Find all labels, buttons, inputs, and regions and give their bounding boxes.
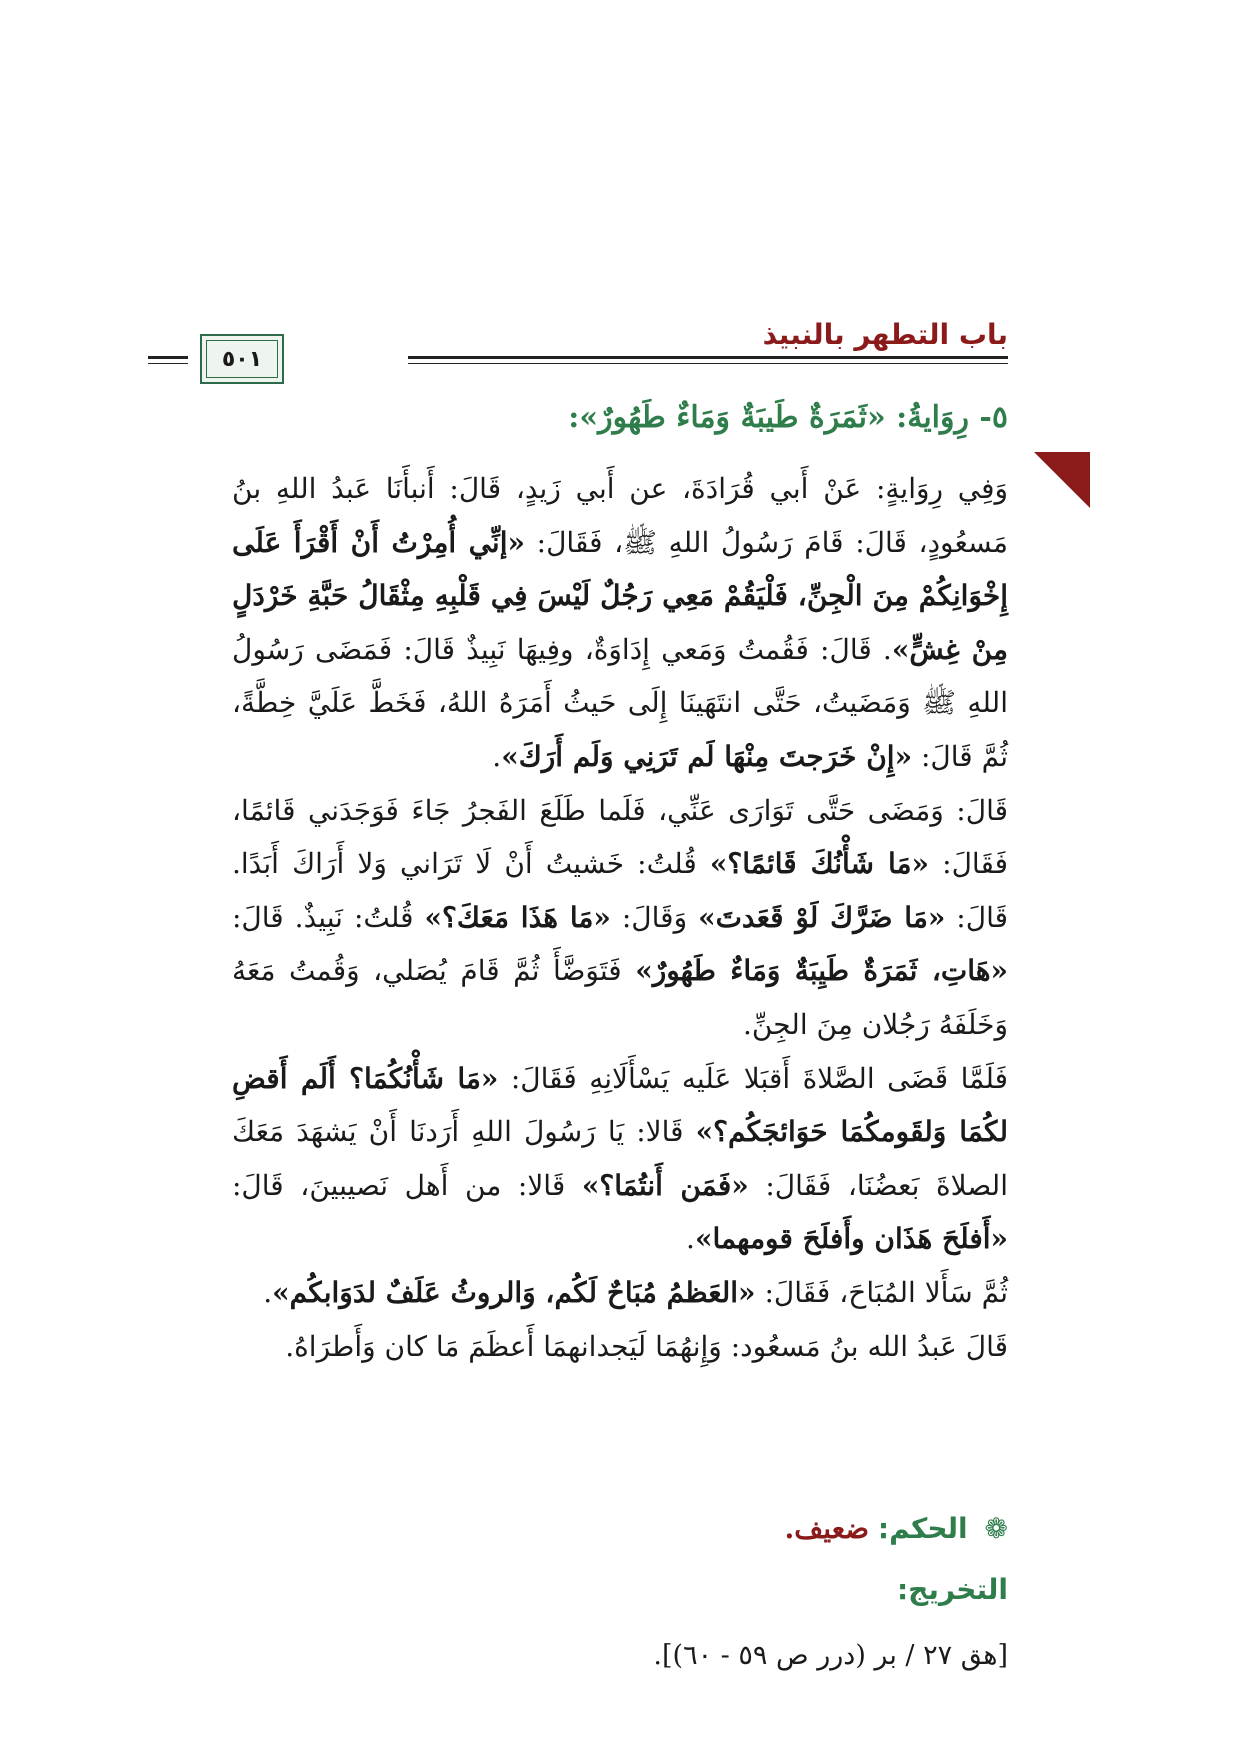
page-header: [148, 318, 1008, 378]
header-rule-left: [148, 356, 188, 359]
takhrij-label: التخريج:: [896, 1573, 1008, 1606]
prophetic-quote: «إنِّي أُمِرْتُ أَنْ أَقْرَأَ عَلَى إِخْوَانِكُمْ مِنَ الْجِنِّ، فَلْيَقُمْ مَعِي رَجُلٌ لَيْسَ فِي قَلْبِهِ مِثْقَالُ حَبَّةِ خَرْدَلٍ مِنْ غِشٍّ»: [232, 525, 1008, 666]
text-span: .: [686, 1222, 695, 1256]
paragraph-2: [232, 784, 1008, 1052]
prophetic-quote: «هَاتِ، ثَمَرَةٌ طَيِبَةٌ وَمَاءٌ طَهُورٌ»: [635, 954, 1009, 988]
text-span: قُلتُ: خَشيتُ أَنْ لَا تَرَاني وَلا أَرَاكَ أَبَدًا. قَالَ:: [232, 847, 1008, 934]
section-heading: ٥- رِوَايةُ: «ثَمَرَةٌ طَيبَةٌ وَمَاءٌ طَهُورٌ»:: [568, 400, 1008, 435]
takhrij-reference: [هق ٢٧ / بر (درر ص ٥٩ - ٦٠)].: [653, 1640, 1008, 1671]
paragraph-3: [232, 1052, 1008, 1266]
text-span: قَالا: يَا رَسُولَ اللهِ أَرَدنَا أَنْ يَشهَدَ مَعَكَ الصلاةَ بَعضُنَا، فَقَالَ:: [232, 1115, 1008, 1202]
text-span: فَتَوَضَّأَ ثُمَّ قَامَ يُصَلي، وَقُمتُ مَعَهُ وَخَلَفَهُ رَجُلان مِنَ الجِنِّ.: [232, 954, 1008, 1041]
header-rule-thin: [408, 363, 1008, 364]
page-number: ٥٠١: [221, 346, 263, 372]
paragraph-1: [232, 462, 1008, 784]
text-span: وَقَالَ:: [610, 900, 699, 934]
ruling-value: ضعيف.: [784, 1512, 869, 1545]
prophetic-quote: «مَا شَأْنُكَ قَائمًا؟»: [709, 847, 930, 881]
prophetic-quote: «مَا ضَرَّكَ لَوْ قَعَدتَ»: [698, 900, 946, 934]
text-span: .: [492, 739, 502, 773]
text-span: .: [263, 1275, 273, 1309]
prophetic-quote: «إِنْ خَرَجتَ مِنْهَا لَم تَرَنِي وَلَم أَرَكَ»: [501, 739, 913, 773]
prophetic-quote: «مَا شَأْنُكُمَا؟ أَلَم أَقضِ لكُمَا وَلقَومكُمَا حَوَائجَكُم؟»: [232, 1061, 1008, 1149]
header-rule: [408, 356, 1008, 359]
text-span: . قَالَ: فَقُمتُ وَمَعي إِدَاوَةٌ، وفِيهَا نَبِيذٌ قَالَ: فَمَضَى رَسُولُ اللهِ ﷺ وَمَضَيتُ، حَتَّى انتَهَينَا إِلَى حَيثُ أَمَرَهُ اللهُ، فَخَطَّ عَلَيَّ خِطَّةً، ثُمَّ قَالَ:: [232, 632, 1008, 773]
text-span: قُلتُ: نَبِيذٌ. قَالَ:: [232, 900, 425, 934]
ruling-line: [785, 1512, 1008, 1545]
flower-icon: ❁: [984, 1512, 1008, 1545]
text-span: قَالا: من أَهل نَصيبينَ، قَالَ:: [232, 1168, 582, 1202]
text-span: فَلَمَّا قَضَى الصَّلاةَ أَقبَلا عَلَيه يَسْأَلَانِهِ فَقَالَ:: [498, 1061, 1008, 1095]
prophetic-quote: «فَمَن أَنتُمَا؟»: [581, 1168, 749, 1202]
prophetic-quote: «أَفلَحَ هَذَان وأَفلَحَ قومهما»: [694, 1222, 1008, 1256]
paragraph-4: [232, 1266, 1008, 1320]
hadith-body: [232, 462, 1008, 1373]
paragraph-5: قَالَ عَبدُ الله بنُ مَسعُود: وَإِنهُمَا لَيَجدانهمَا أَعظَمَ مَا كان وَأَطرَاهُ.: [285, 1329, 1008, 1363]
text-span: ثُمَّ سَأَلا المُبَاحَ، فَقَالَ:: [755, 1275, 1008, 1309]
prophetic-quote: «مَا هَذَا مَعَكَ؟»: [424, 900, 611, 934]
text-span: وَفِي رِوَايةٍ: عَنْ أَبي قُرَادَةَ، عن أَبي زَيدٍ، قَالَ: أَنبأَنَا عَبدُ اللهِ بنُ مَسعُودٍ، قَالَ: قَامَ رَسُولُ اللهِ ﷺ، فَقَالَ:: [232, 472, 1008, 559]
ruling-label: الحكم:: [877, 1512, 968, 1545]
prophetic-quote: «العَظمُ مُبَاحٌ لَكُم، وَالروثُ عَلَفٌ لدَوَابكُم»: [272, 1275, 756, 1309]
page-number-frame: [200, 334, 284, 384]
header-rule-left-thin: [148, 363, 188, 364]
text-span: قَالَ: وَمَضَى حَتَّى تَوَارَى عَنِّي، فَلَما طَلَعَ الفَجرُ جَاءَ فَوَجَدَني قَائمًا، فَقَالَ:: [232, 793, 1009, 881]
chapter-title: باب التطهر بالنبيذ: [762, 318, 1008, 351]
corner-ornament: [1034, 452, 1090, 508]
